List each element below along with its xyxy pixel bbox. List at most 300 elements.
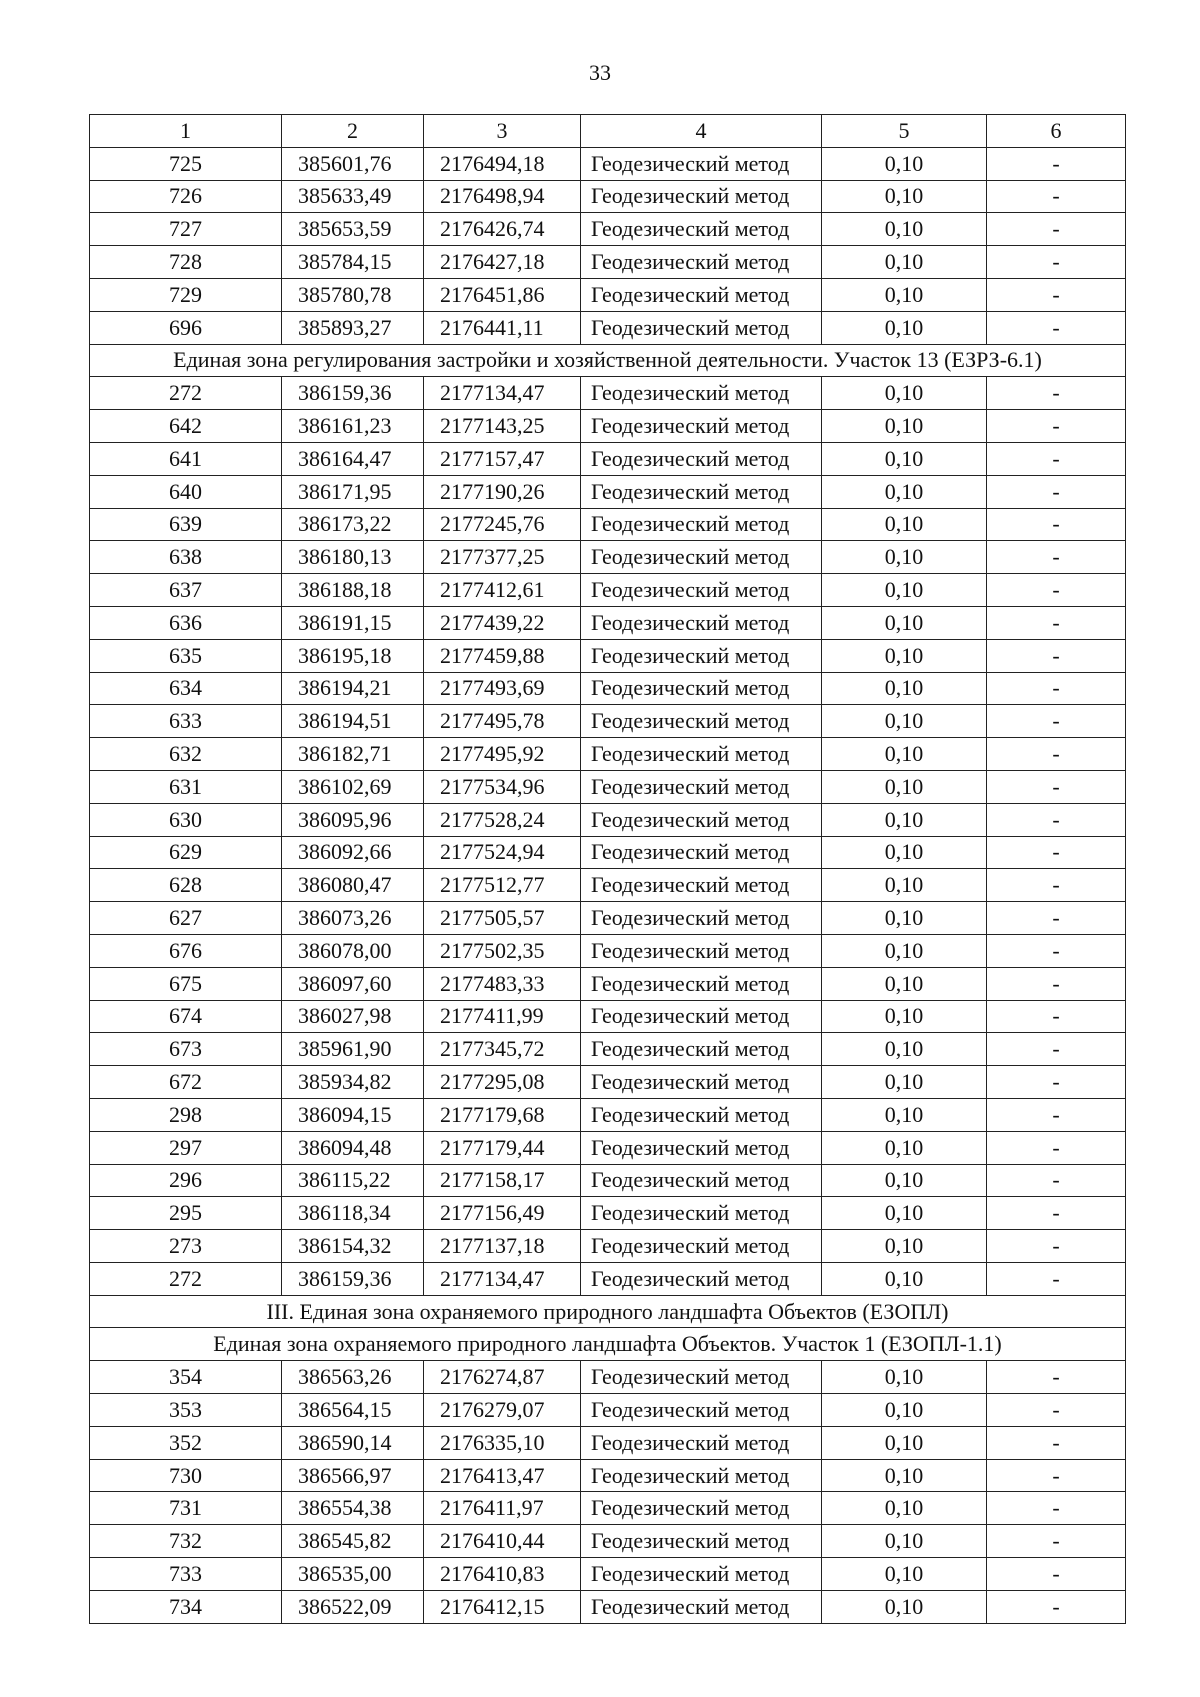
y-coordinate-cell: 2176410,44 [424, 1525, 581, 1558]
x-coordinate-cell: 386161,23 [282, 410, 424, 443]
point-number-cell: 631 [90, 770, 282, 803]
point-number-cell: 730 [90, 1459, 282, 1492]
table-row [90, 1098, 1126, 1131]
y-coordinate-cell: 2177495,92 [424, 738, 581, 771]
y-coordinate-cell: 2176279,07 [424, 1394, 581, 1427]
x-coordinate-cell: 386164,47 [282, 442, 424, 475]
point-number-cell: 636 [90, 606, 282, 639]
x-coordinate-cell: 386094,48 [282, 1131, 424, 1164]
header-cell: 5 [822, 115, 987, 148]
note-cell: - [987, 541, 1126, 574]
point-number-cell: 725 [90, 147, 282, 180]
y-coordinate-cell: 2177377,25 [424, 541, 581, 574]
y-coordinate-cell: 2176274,87 [424, 1361, 581, 1394]
table-row [90, 705, 1126, 738]
point-number-cell: 354 [90, 1361, 282, 1394]
method-cell: Геодезический метод [581, 1098, 822, 1131]
table-row [90, 1558, 1126, 1591]
point-number-cell: 673 [90, 1033, 282, 1066]
note-cell: - [987, 1426, 1126, 1459]
x-coordinate-cell: 386195,18 [282, 639, 424, 672]
y-coordinate-cell: 2177505,57 [424, 902, 581, 935]
x-coordinate-cell: 385961,90 [282, 1033, 424, 1066]
note-cell: - [987, 410, 1126, 443]
accuracy-cell: 0,10 [822, 869, 987, 902]
x-coordinate-cell: 385780,78 [282, 278, 424, 311]
method-cell: Геодезический метод [581, 213, 822, 246]
note-cell: - [987, 672, 1126, 705]
section-row [90, 344, 1126, 377]
accuracy-cell: 0,10 [822, 147, 987, 180]
table-row [90, 869, 1126, 902]
accuracy-cell: 0,10 [822, 442, 987, 475]
header-cell: 6 [987, 115, 1126, 148]
y-coordinate-cell: 2177134,47 [424, 377, 581, 410]
table-row [90, 574, 1126, 607]
x-coordinate-cell: 385934,82 [282, 1066, 424, 1099]
point-number-cell: 731 [90, 1492, 282, 1525]
x-coordinate-cell: 386095,96 [282, 803, 424, 836]
method-cell: Геодезический метод [581, 836, 822, 869]
method-cell: Геодезический метод [581, 1590, 822, 1623]
x-coordinate-cell: 386182,71 [282, 738, 424, 771]
method-cell: Геодезический метод [581, 1459, 822, 1492]
note-cell: - [987, 508, 1126, 541]
table-header-row [90, 115, 1126, 148]
accuracy-cell: 0,10 [822, 311, 987, 344]
x-coordinate-cell: 386590,14 [282, 1426, 424, 1459]
method-cell: Геодезический метод [581, 278, 822, 311]
point-number-cell: 642 [90, 410, 282, 443]
note-cell: - [987, 1262, 1126, 1295]
point-number-cell: 733 [90, 1558, 282, 1591]
point-number-cell: 272 [90, 377, 282, 410]
table-row [90, 410, 1126, 443]
table-row [90, 1426, 1126, 1459]
x-coordinate-cell: 386097,60 [282, 967, 424, 1000]
accuracy-cell: 0,10 [822, 180, 987, 213]
note-cell: - [987, 1230, 1126, 1263]
note-cell: - [987, 869, 1126, 902]
x-coordinate-cell: 386078,00 [282, 934, 424, 967]
y-coordinate-cell: 2177143,25 [424, 410, 581, 443]
header-cell: 1 [90, 115, 282, 148]
point-number-cell: 726 [90, 180, 282, 213]
accuracy-cell: 0,10 [822, 1164, 987, 1197]
table-row [90, 1361, 1126, 1394]
table-row [90, 1131, 1126, 1164]
table-row [90, 1525, 1126, 1558]
y-coordinate-cell: 2177134,47 [424, 1262, 581, 1295]
y-coordinate-cell: 2177534,96 [424, 770, 581, 803]
note-cell: - [987, 836, 1126, 869]
table-row [90, 1066, 1126, 1099]
method-cell: Геодезический метод [581, 147, 822, 180]
method-cell: Геодезический метод [581, 541, 822, 574]
table-row [90, 442, 1126, 475]
note-cell: - [987, 967, 1126, 1000]
y-coordinate-cell: 2177190,26 [424, 475, 581, 508]
method-cell: Геодезический метод [581, 738, 822, 771]
y-coordinate-cell: 2177156,49 [424, 1197, 581, 1230]
point-number-cell: 728 [90, 246, 282, 279]
table-row [90, 1197, 1126, 1230]
method-cell: Геодезический метод [581, 902, 822, 935]
method-cell: Геодезический метод [581, 246, 822, 279]
accuracy-cell: 0,10 [822, 1558, 987, 1591]
y-coordinate-cell: 2176413,47 [424, 1459, 581, 1492]
y-coordinate-cell: 2177512,77 [424, 869, 581, 902]
table-row [90, 1000, 1126, 1033]
x-coordinate-cell: 386180,13 [282, 541, 424, 574]
point-number-cell: 640 [90, 475, 282, 508]
note-cell: - [987, 1394, 1126, 1427]
note-cell: - [987, 1000, 1126, 1033]
note-cell: - [987, 1164, 1126, 1197]
accuracy-cell: 0,10 [822, 1066, 987, 1099]
note-cell: - [987, 1131, 1126, 1164]
x-coordinate-cell: 386073,26 [282, 902, 424, 935]
point-number-cell: 628 [90, 869, 282, 902]
x-coordinate-cell: 385893,27 [282, 311, 424, 344]
accuracy-cell: 0,10 [822, 967, 987, 1000]
accuracy-cell: 0,10 [822, 541, 987, 574]
table-row [90, 967, 1126, 1000]
point-number-cell: 273 [90, 1230, 282, 1263]
x-coordinate-cell: 386173,22 [282, 508, 424, 541]
method-cell: Геодезический метод [581, 410, 822, 443]
y-coordinate-cell: 2177439,22 [424, 606, 581, 639]
point-number-cell: 298 [90, 1098, 282, 1131]
note-cell: - [987, 278, 1126, 311]
accuracy-cell: 0,10 [822, 574, 987, 607]
point-number-cell: 297 [90, 1131, 282, 1164]
table-row [90, 1033, 1126, 1066]
note-cell: - [987, 1361, 1126, 1394]
table-body [90, 147, 1126, 1623]
point-number-cell: 639 [90, 508, 282, 541]
method-cell: Геодезический метод [581, 475, 822, 508]
accuracy-cell: 0,10 [822, 803, 987, 836]
y-coordinate-cell: 2177137,18 [424, 1230, 581, 1263]
x-coordinate-cell: 385601,76 [282, 147, 424, 180]
y-coordinate-cell: 2177345,72 [424, 1033, 581, 1066]
point-number-cell: 674 [90, 1000, 282, 1033]
x-coordinate-cell: 386094,15 [282, 1098, 424, 1131]
method-cell: Геодезический метод [581, 639, 822, 672]
accuracy-cell: 0,10 [822, 1230, 987, 1263]
section-title: III. Единая зона охраняемого природного ландшафта Объектов (ЕЗОПЛ) [90, 1295, 1126, 1328]
table-row [90, 1164, 1126, 1197]
method-cell: Геодезический метод [581, 442, 822, 475]
accuracy-cell: 0,10 [822, 606, 987, 639]
accuracy-cell: 0,10 [822, 934, 987, 967]
accuracy-cell: 0,10 [822, 1000, 987, 1033]
x-coordinate-cell: 386171,95 [282, 475, 424, 508]
note-cell: - [987, 738, 1126, 771]
x-coordinate-cell: 386080,47 [282, 869, 424, 902]
y-coordinate-cell: 2177179,68 [424, 1098, 581, 1131]
y-coordinate-cell: 2177528,24 [424, 803, 581, 836]
x-coordinate-cell: 386092,66 [282, 836, 424, 869]
method-cell: Геодезический метод [581, 672, 822, 705]
table-row [90, 475, 1126, 508]
y-coordinate-cell: 2177158,17 [424, 1164, 581, 1197]
method-cell: Геодезический метод [581, 574, 822, 607]
method-cell: Геодезический метод [581, 508, 822, 541]
y-coordinate-cell: 2177412,61 [424, 574, 581, 607]
accuracy-cell: 0,10 [822, 377, 987, 410]
table-row [90, 606, 1126, 639]
accuracy-cell: 0,10 [822, 410, 987, 443]
note-cell: - [987, 1459, 1126, 1492]
accuracy-cell: 0,10 [822, 1394, 987, 1427]
y-coordinate-cell: 2176335,10 [424, 1426, 581, 1459]
table-row [90, 1459, 1126, 1492]
table-row [90, 147, 1126, 180]
y-coordinate-cell: 2176412,15 [424, 1590, 581, 1623]
x-coordinate-cell: 386154,32 [282, 1230, 424, 1263]
method-cell: Геодезический метод [581, 1558, 822, 1591]
x-coordinate-cell: 386118,34 [282, 1197, 424, 1230]
section-title: Единая зона регулирования застройки и хозяйственной деятельности. Участок 13 (ЕЗРЗ-6.1) [90, 344, 1126, 377]
accuracy-cell: 0,10 [822, 278, 987, 311]
accuracy-cell: 0,10 [822, 639, 987, 672]
accuracy-cell: 0,10 [822, 1459, 987, 1492]
accuracy-cell: 0,10 [822, 475, 987, 508]
method-cell: Геодезический метод [581, 311, 822, 344]
note-cell: - [987, 1525, 1126, 1558]
x-coordinate-cell: 386545,82 [282, 1525, 424, 1558]
x-coordinate-cell: 385653,59 [282, 213, 424, 246]
table-row [90, 508, 1126, 541]
point-number-cell: 672 [90, 1066, 282, 1099]
point-number-cell: 727 [90, 213, 282, 246]
note-cell: - [987, 1033, 1126, 1066]
method-cell: Геодезический метод [581, 377, 822, 410]
x-coordinate-cell: 386027,98 [282, 1000, 424, 1033]
table-row [90, 278, 1126, 311]
y-coordinate-cell: 2177493,69 [424, 672, 581, 705]
table-row [90, 1590, 1126, 1623]
point-number-cell: 696 [90, 311, 282, 344]
note-cell: - [987, 475, 1126, 508]
point-number-cell: 734 [90, 1590, 282, 1623]
y-coordinate-cell: 2176441,11 [424, 311, 581, 344]
point-number-cell: 729 [90, 278, 282, 311]
accuracy-cell: 0,10 [822, 246, 987, 279]
table-row [90, 639, 1126, 672]
note-cell: - [987, 934, 1126, 967]
table-row [90, 377, 1126, 410]
note-cell: - [987, 770, 1126, 803]
note-cell: - [987, 705, 1126, 738]
note-cell: - [987, 803, 1126, 836]
note-cell: - [987, 1492, 1126, 1525]
x-coordinate-cell: 386535,00 [282, 1558, 424, 1591]
x-coordinate-cell: 386566,97 [282, 1459, 424, 1492]
note-cell: - [987, 147, 1126, 180]
y-coordinate-cell: 2176426,74 [424, 213, 581, 246]
y-coordinate-cell: 2176427,18 [424, 246, 581, 279]
point-number-cell: 634 [90, 672, 282, 705]
note-cell: - [987, 1558, 1126, 1591]
accuracy-cell: 0,10 [822, 1262, 987, 1295]
method-cell: Геодезический метод [581, 1492, 822, 1525]
table-row [90, 1394, 1126, 1427]
method-cell: Геодезический метод [581, 1394, 822, 1427]
x-coordinate-cell: 386194,21 [282, 672, 424, 705]
accuracy-cell: 0,10 [822, 1426, 987, 1459]
method-cell: Геодезический метод [581, 1197, 822, 1230]
method-cell: Геодезический метод [581, 770, 822, 803]
point-number-cell: 633 [90, 705, 282, 738]
y-coordinate-cell: 2177524,94 [424, 836, 581, 869]
point-number-cell: 641 [90, 442, 282, 475]
y-coordinate-cell: 2177495,78 [424, 705, 581, 738]
point-number-cell: 635 [90, 639, 282, 672]
method-cell: Геодезический метод [581, 967, 822, 1000]
accuracy-cell: 0,10 [822, 902, 987, 935]
table-row [90, 934, 1126, 967]
point-number-cell: 637 [90, 574, 282, 607]
y-coordinate-cell: 2176494,18 [424, 147, 581, 180]
method-cell: Геодезический метод [581, 1262, 822, 1295]
table-row [90, 738, 1126, 771]
header-cell: 3 [424, 115, 581, 148]
table-row [90, 770, 1126, 803]
header-cell: 4 [581, 115, 822, 148]
method-cell: Геодезический метод [581, 180, 822, 213]
y-coordinate-cell: 2177483,33 [424, 967, 581, 1000]
section-row [90, 1295, 1126, 1328]
method-cell: Геодезический метод [581, 934, 822, 967]
point-number-cell: 629 [90, 836, 282, 869]
point-number-cell: 295 [90, 1197, 282, 1230]
accuracy-cell: 0,10 [822, 770, 987, 803]
x-coordinate-cell: 386194,51 [282, 705, 424, 738]
table-row [90, 902, 1126, 935]
method-cell: Геодезический метод [581, 1000, 822, 1033]
table-row [90, 311, 1126, 344]
method-cell: Геодезический метод [581, 1230, 822, 1263]
table-row [90, 836, 1126, 869]
accuracy-cell: 0,10 [822, 508, 987, 541]
point-number-cell: 353 [90, 1394, 282, 1427]
note-cell: - [987, 1590, 1126, 1623]
note-cell: - [987, 902, 1126, 935]
point-number-cell: 632 [90, 738, 282, 771]
note-cell: - [987, 442, 1126, 475]
y-coordinate-cell: 2177295,08 [424, 1066, 581, 1099]
y-coordinate-cell: 2177179,44 [424, 1131, 581, 1164]
method-cell: Геодезический метод [581, 705, 822, 738]
y-coordinate-cell: 2177502,35 [424, 934, 581, 967]
x-coordinate-cell: 386564,15 [282, 1394, 424, 1427]
method-cell: Геодезический метод [581, 1033, 822, 1066]
method-cell: Геодезический метод [581, 1361, 822, 1394]
y-coordinate-cell: 2177245,76 [424, 508, 581, 541]
note-cell: - [987, 1098, 1126, 1131]
point-number-cell: 272 [90, 1262, 282, 1295]
point-number-cell: 627 [90, 902, 282, 935]
table-row [90, 1230, 1126, 1263]
x-coordinate-cell: 386102,69 [282, 770, 424, 803]
y-coordinate-cell: 2176498,94 [424, 180, 581, 213]
y-coordinate-cell: 2176410,83 [424, 1558, 581, 1591]
note-cell: - [987, 180, 1126, 213]
point-number-cell: 732 [90, 1525, 282, 1558]
table-row [90, 803, 1126, 836]
method-cell: Геодезический метод [581, 1066, 822, 1099]
note-cell: - [987, 311, 1126, 344]
accuracy-cell: 0,10 [822, 1033, 987, 1066]
method-cell: Геодезический метод [581, 1525, 822, 1558]
note-cell: - [987, 377, 1126, 410]
header-cell: 2 [282, 115, 424, 148]
table-row [90, 541, 1126, 574]
y-coordinate-cell: 2177157,47 [424, 442, 581, 475]
note-cell: - [987, 1066, 1126, 1099]
table-row [90, 213, 1126, 246]
x-coordinate-cell: 386554,38 [282, 1492, 424, 1525]
x-coordinate-cell: 386522,09 [282, 1590, 424, 1623]
table-row [90, 246, 1126, 279]
accuracy-cell: 0,10 [822, 1590, 987, 1623]
accuracy-cell: 0,10 [822, 1361, 987, 1394]
method-cell: Геодезический метод [581, 1426, 822, 1459]
point-number-cell: 638 [90, 541, 282, 574]
point-number-cell: 676 [90, 934, 282, 967]
accuracy-cell: 0,10 [822, 1525, 987, 1558]
x-coordinate-cell: 385633,49 [282, 180, 424, 213]
section-title: Единая зона охраняемого природного ландшафта Объектов. Участок 1 (ЕЗОПЛ-1.1) [90, 1328, 1126, 1361]
x-coordinate-cell: 386191,15 [282, 606, 424, 639]
point-number-cell: 352 [90, 1426, 282, 1459]
x-coordinate-cell: 385784,15 [282, 246, 424, 279]
accuracy-cell: 0,10 [822, 1492, 987, 1525]
table-row [90, 672, 1126, 705]
x-coordinate-cell: 386563,26 [282, 1361, 424, 1394]
point-number-cell: 630 [90, 803, 282, 836]
x-coordinate-cell: 386115,22 [282, 1164, 424, 1197]
table-row [90, 1262, 1126, 1295]
y-coordinate-cell: 2177411,99 [424, 1000, 581, 1033]
accuracy-cell: 0,10 [822, 1197, 987, 1230]
note-cell: - [987, 606, 1126, 639]
x-coordinate-cell: 386159,36 [282, 377, 424, 410]
x-coordinate-cell: 386159,36 [282, 1262, 424, 1295]
method-cell: Геодезический метод [581, 803, 822, 836]
table-row [90, 1492, 1126, 1525]
y-coordinate-cell: 2176451,86 [424, 278, 581, 311]
accuracy-cell: 0,10 [822, 738, 987, 771]
method-cell: Геодезический метод [581, 1164, 822, 1197]
accuracy-cell: 0,10 [822, 1131, 987, 1164]
method-cell: Геодезический метод [581, 606, 822, 639]
note-cell: - [987, 574, 1126, 607]
accuracy-cell: 0,10 [822, 213, 987, 246]
section-row [90, 1328, 1126, 1361]
x-coordinate-cell: 386188,18 [282, 574, 424, 607]
method-cell: Геодезический метод [581, 1131, 822, 1164]
method-cell: Геодезический метод [581, 869, 822, 902]
point-number-cell: 296 [90, 1164, 282, 1197]
y-coordinate-cell: 2177459,88 [424, 639, 581, 672]
note-cell: - [987, 1197, 1126, 1230]
table-row [90, 180, 1126, 213]
accuracy-cell: 0,10 [822, 836, 987, 869]
